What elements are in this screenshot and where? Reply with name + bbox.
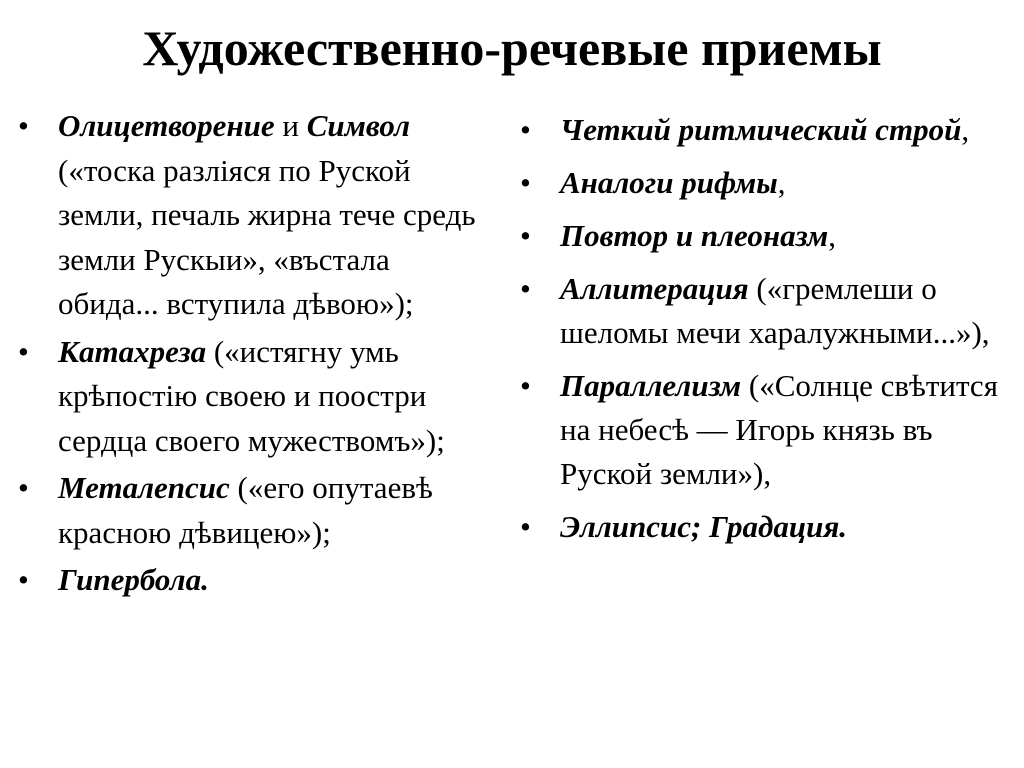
bullet-icon: • [520,165,531,200]
list-item-hyperbole [18,558,498,603]
item-connector: и [274,108,307,143]
bullet-icon: • [520,271,531,306]
bullet-icon: • [520,218,531,253]
item-text: , [777,165,786,200]
item-text: («гремлеши о шеломы мечи харалужными...»), [560,271,990,350]
item-term: Металепсис [58,470,230,505]
right-bullet-list [520,108,1010,549]
bullet-icon: • [520,509,531,544]
item-term: Четкий ритмический строй [560,112,962,147]
bullet-icon: • [18,470,29,505]
list-item-repetition [520,214,1010,258]
item-term: Параллелизм [560,368,742,403]
item-text: («Солнце свѣтится на небесѣ — Игорь князь въ Руской земли»), [560,368,998,491]
item-text: («истягну умь крѣпостію своею и поостри сердца своего мужествомъ»); [58,333,445,458]
item-term: Катахреза [58,333,207,369]
left-column [18,104,498,606]
list-item-catachresis [18,330,498,464]
item-term: Гипербола. [58,562,209,597]
list-item-metalepsis [18,466,498,555]
list-item-alliteration [520,267,1010,355]
item-text: («его опутаевѣ красною дѣвицею»); [58,470,433,550]
list-item-rhyme [520,161,1010,205]
right-column [520,108,1010,558]
list-item-parallelism [520,364,1010,496]
list-item-ellipsis [520,505,1010,549]
list-item-personification [18,104,498,327]
page-title: Художественно-речевые приемы [142,20,882,76]
item-term: Аллитерация [560,271,749,306]
list-item-rhythm [520,108,1010,152]
left-bullet-list [18,104,498,603]
item-term: Эллипсис; Градация. [560,509,848,544]
item-term: Олицетворение [58,108,275,143]
item-text: , [961,112,970,147]
item-text: , [828,218,836,253]
bullet-icon: • [520,368,531,403]
item-term: Повтор и плеоназм [560,218,829,253]
item-text: («тоска разліяся по Руской земли, печаль жирна тече средь земли Рускыи», «въстала обида... вступила дѣвою»); [58,152,476,321]
bullet-icon: • [18,333,29,369]
bullet-icon: • [18,562,29,597]
bullet-icon: • [18,108,29,143]
bullet-icon: • [520,112,531,147]
item-term-2: Символ [306,108,410,143]
item-term: Аналоги рифмы [560,165,778,200]
